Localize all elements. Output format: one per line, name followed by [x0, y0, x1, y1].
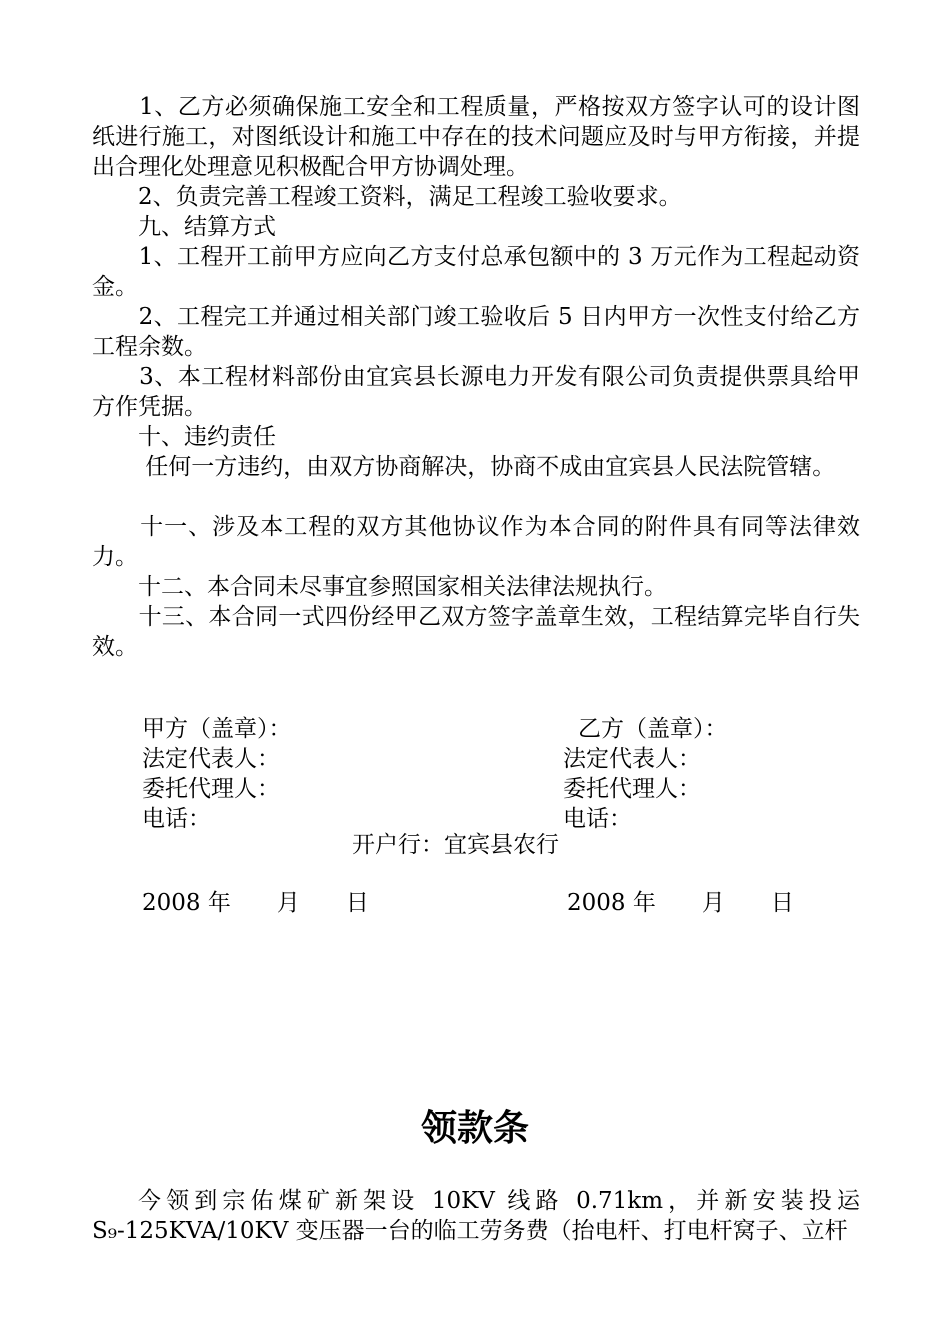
party-a-agent: 委托代理人：	[142, 776, 280, 802]
bank-line: 开户行：宜宾县农行	[352, 832, 559, 858]
party-a-legal-rep: 法定代表人：	[142, 746, 280, 772]
receipt-title: 领款条	[420, 1107, 529, 1149]
clause-paragraph: 十二、本合同未尽事宜参照国家相关法律法规执行。	[92, 574, 667, 600]
section-heading: 十、违约责任	[92, 424, 276, 450]
clause-paragraph: 任何一方违约，由双方协商解决，协商不成由宜宾县人民法院管辖。	[92, 454, 836, 480]
party-a-date: 2008 年 月 日	[142, 890, 369, 916]
clause-paragraph: 2、负责完善工程竣工资料，满足工程竣工验收要求。	[92, 184, 682, 210]
party-b-legal-rep: 法定代表人：	[563, 746, 701, 772]
party-b-phone: 电话：	[563, 806, 632, 832]
party-a-phone: 电话：	[142, 806, 211, 832]
receipt-body: 今领到宗佑煤矿新架设 10KV 线路 0.71km，并新安装投运 S₉-125KVA/10KV 变压器一台的临工劳务费（抬电杆、打电杆窝子、立杆	[92, 1188, 860, 1244]
party-b-agent: 委托代理人：	[563, 776, 701, 802]
clause-paragraph: 十三、本合同一式四份经甲乙双方签字盖章生效，工程结算完毕自行失效。	[92, 604, 860, 660]
party-b-seal: 乙方（盖章）：	[578, 716, 728, 742]
clause-paragraph: 2、工程完工并通过相关部门竣工验收后 5 日内甲方一次性支付给乙方工程余数。	[92, 304, 860, 360]
section-heading: 九、结算方式	[92, 214, 276, 240]
clause-paragraph: 十一、涉及本工程的双方其他协议作为本合同的附件具有同等法律效力。	[92, 514, 860, 570]
clause-paragraph: 3、本工程材料部份由宜宾县长源电力开发有限公司负责提供票具给甲方作凭据。	[92, 364, 860, 420]
party-b-date: 2008 年 月 日	[567, 890, 794, 916]
party-a-seal: 甲方（盖章）：	[142, 716, 292, 742]
clause-paragraph: 1、乙方必须确保施工安全和工程质量，严格按双方签字认可的设计图纸进行施工，对图纸设计和施工中存在的技术问题应及时与甲方衔接，并提出合理化处理意见积极配合甲方协调处理。	[92, 94, 860, 180]
clause-paragraph: 1、工程开工前甲方应向乙方支付总承包额中的 3 万元作为工程起动资金。	[92, 244, 860, 300]
